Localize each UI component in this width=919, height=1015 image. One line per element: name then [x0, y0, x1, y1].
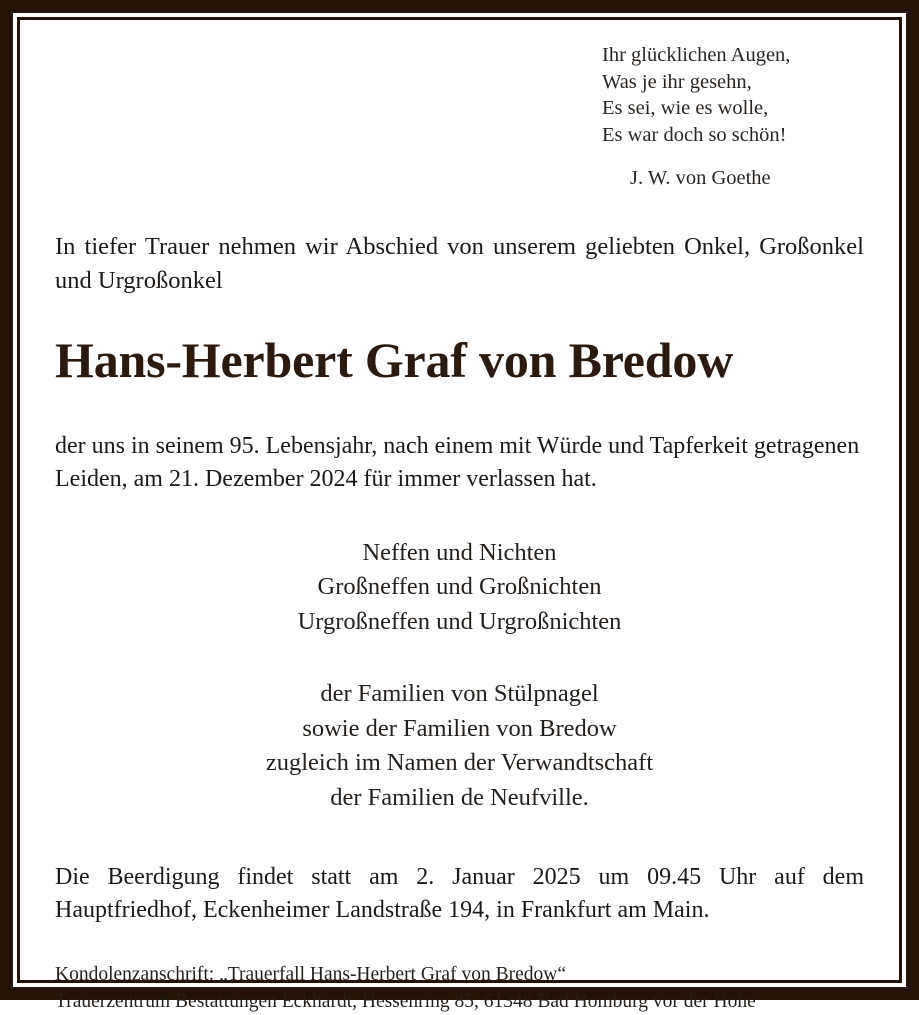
verse-line-3: Es sei, wie es wolle,: [602, 97, 769, 119]
deceased-name: Hans-Herbert Graf von Bredow: [55, 331, 734, 388]
verse-line-1: Ihr glücklichen Augen,: [602, 44, 791, 66]
families-block: [55, 677, 864, 815]
verse-line-4: Es war doch so schön!: [602, 123, 787, 146]
families-line-1: der Familien von Stülpnagel: [320, 680, 599, 707]
passing-paragraph: der uns in seinem 95. Lebensjahr, nach einem mit Würde und Tapferkeit getragenen Leiden, am 21. Dezember 2024 für immer verlassen hat.: [55, 432, 860, 492]
verse-author: J. W. von Goethe: [630, 167, 771, 189]
intro-paragraph: In tiefer Trauer nehmen wir Abschied von unserem geliebten Onkel, Großonkel und Urgroßonkel: [55, 232, 864, 294]
verse-line-2: Was je ihr gesehn,: [602, 70, 752, 93]
mourners-line-3: Urgroßneffen und Urgroßnichten: [297, 607, 622, 635]
mourners-line-2: Großneffen und Großnichten: [317, 573, 602, 600]
families-line-3: zugleich im Namen der Verwandtschaft: [265, 749, 654, 776]
mourners-block: [55, 536, 864, 640]
families-line-2: sowie der Familien von Bredow: [302, 714, 617, 742]
notice-content: [20, 20, 899, 1012]
condolence-line-1: Kondolenzanschrift: „Trauerfall Hans-Herbert Graf von Bredow“: [55, 964, 566, 985]
mourners-line-1: Neffen und Nichten: [362, 538, 557, 566]
condolence-block: [55, 961, 864, 1015]
families-line-4: der Familien de Neufville.: [330, 783, 589, 811]
condolence-line-2: Trauerzentrum Bestattungen Eckhardt, Hessenring 85, 61348 Bad Homburg vor der Höhe: [55, 991, 756, 1012]
funeral-paragraph: Die Beerdigung findet statt am 2. Januar 2025 um 09.45 Uhr auf dem Hauptfriedhof, Eckenheimer Landstraße 194, in Frankfurt am Main.: [55, 864, 864, 923]
epigraph-verse: [602, 30, 852, 192]
